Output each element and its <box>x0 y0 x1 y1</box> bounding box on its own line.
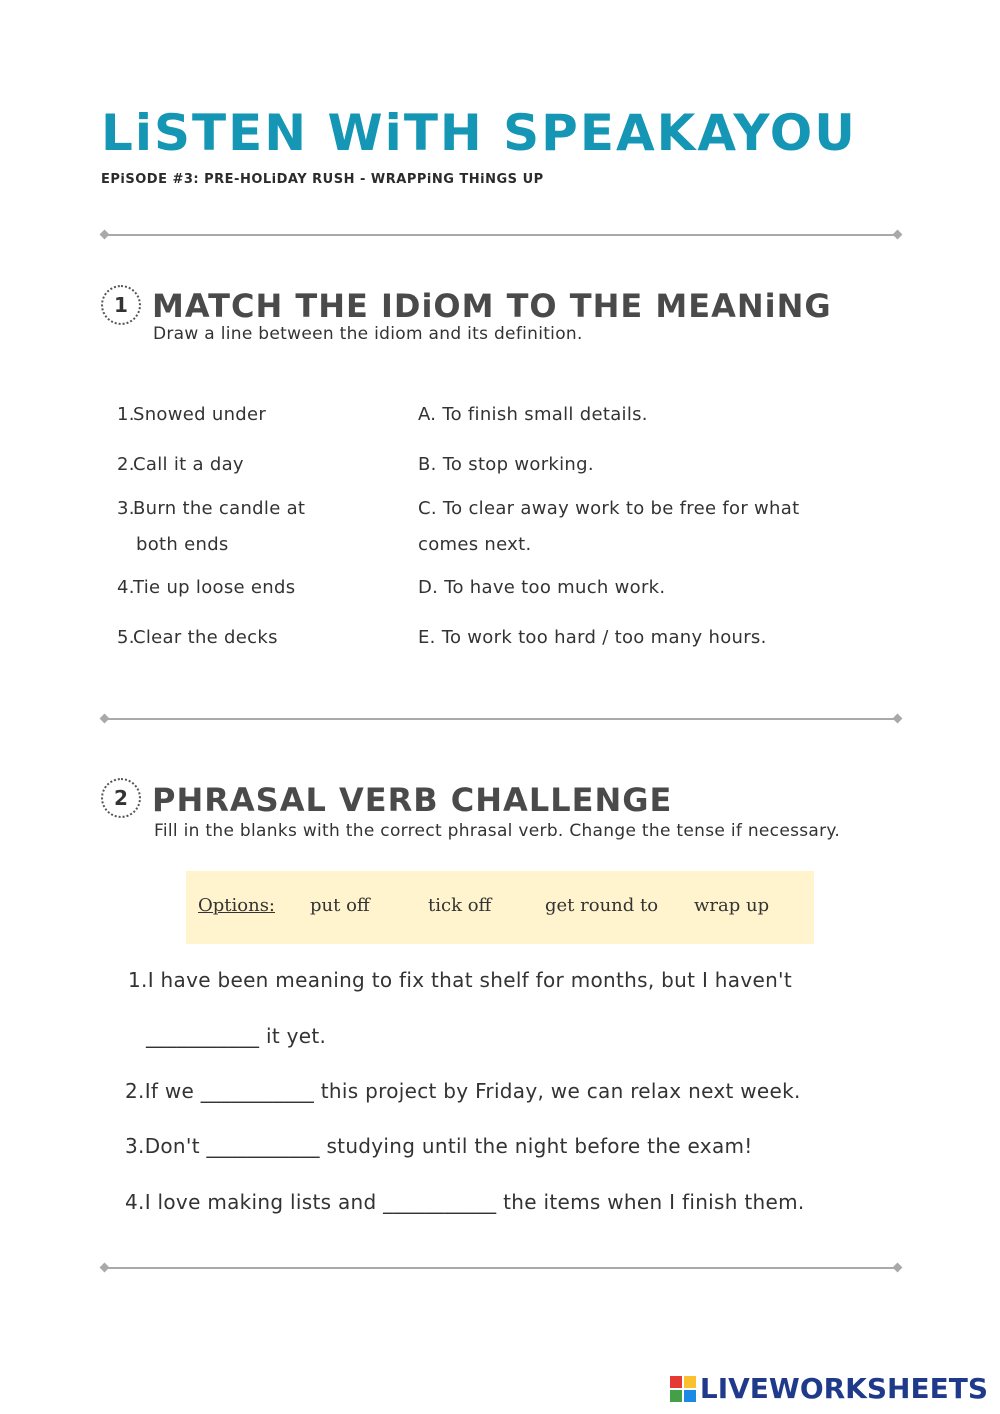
divider-middle <box>104 718 898 720</box>
page-title: LiSTEN WiTH SPEAKAYOU <box>101 104 857 162</box>
meaning-item: D. To have too much work. <box>418 577 666 598</box>
episode-subtitle: EPiSODE #3: PRE-HOLiDAY RUSH - WRAPPiNG THiNGS UP <box>101 172 544 187</box>
option-get-round-to[interactable]: get round to <box>545 895 659 916</box>
question-item: 1.I have been meaning to fix that shelf for months, but I haven't <box>128 968 792 992</box>
section1-heading: MATCH THE IDiOM TO THE MEANiNG <box>152 287 832 325</box>
idiom-item: 1.Snowed under <box>117 404 267 425</box>
idiom-item: 3.Burn the candle at both ends <box>117 498 306 555</box>
meaning-item: A. To finish small details. <box>418 404 648 425</box>
section2-number-badge: 2 <box>101 778 141 818</box>
options-label: Options: <box>198 895 276 916</box>
question-continuation[interactable]: ___________ it yet. <box>146 1024 327 1048</box>
question-item[interactable]: 4.I love making lists and ___________ the items when I finish them. <box>125 1190 805 1214</box>
idiom-item: 5.Clear the decks <box>117 627 278 648</box>
logo-text: LIVEWORKSHEETS <box>699 1372 988 1405</box>
section2-instruction: Fill in the blanks with the correct phrasal verb. Change the tense if necessary. <box>154 821 841 841</box>
options-box <box>186 871 814 944</box>
option-wrap-up[interactable]: wrap up <box>694 895 770 916</box>
question-item[interactable]: 2.If we ___________ this project by Friday, we can relax next week. <box>125 1079 801 1103</box>
liveworksheets-logo[interactable] <box>670 1372 988 1405</box>
section1-instruction: Draw a line between the idiom and its definition. <box>153 324 583 344</box>
divider-top <box>104 234 898 236</box>
idiom-item: 2.Call it a day <box>117 454 244 475</box>
logo-icon <box>670 1376 696 1402</box>
meaning-item: B. To stop working. <box>418 454 594 475</box>
option-tick-off[interactable]: tick off <box>428 895 492 916</box>
option-put-off[interactable]: put off <box>310 895 370 916</box>
section1-number-badge: 1 <box>101 285 141 325</box>
question-item[interactable]: 3.Don't ___________ studying until the night before the exam! <box>125 1134 753 1158</box>
meaning-item: E. To work too hard / too many hours. <box>418 627 767 648</box>
idiom-item: 4.Tie up loose ends <box>117 577 296 598</box>
meaning-item: C. To clear away work to be free for what comes next. <box>418 498 800 555</box>
divider-bottom <box>104 1267 898 1269</box>
section2-heading: PHRASAL VERB CHALLENGE <box>152 781 673 819</box>
